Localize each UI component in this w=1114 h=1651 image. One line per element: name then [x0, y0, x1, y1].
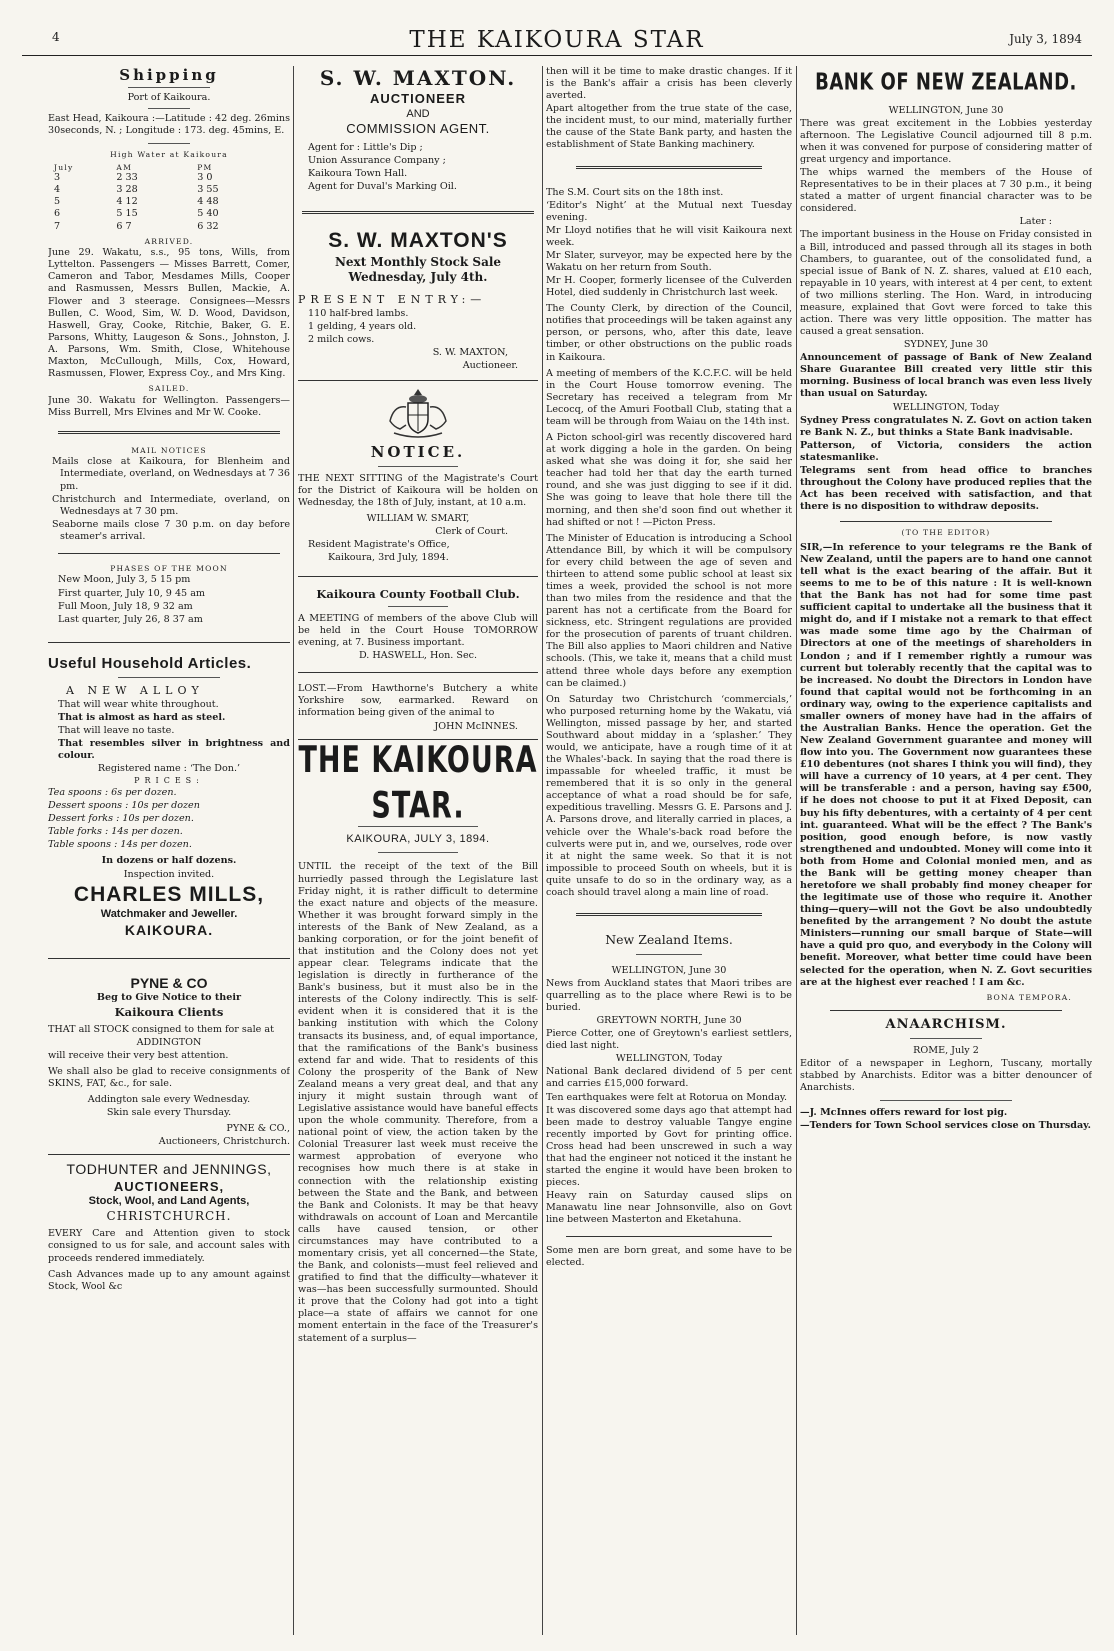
- notice-sign-3: Resident Magistrate's Office,: [308, 539, 450, 551]
- tide-row: 4 3 28 3 55: [54, 184, 219, 196]
- editorial-para-2: Apart altogether from the true state of the case, the incident must, to our mind, materially further the cause of the State Bank party, and hasten the establishment of State Banking machinery.: [546, 103, 792, 151]
- dozens-note: In dozens or half dozens.: [101, 855, 237, 867]
- royal-crest-icon: [378, 385, 458, 441]
- moon-line: New Moon, July 3, 5 15 pm: [58, 574, 191, 586]
- port-coordinates: East Head, Kaikoura :—Latitude : 42 deg. 26mins 30seconds, N. ; Longitude : 173. deg. 45mins, E.: [48, 112, 290, 137]
- anarchism-dateline: ROME, July 2: [913, 1044, 979, 1056]
- letter-body: SIR,—In reference to your telegrams re the Bank of New Zealand, until the papers are to hand one cannot tell what is the exact bearing of the affair. But it seems to me to be of this nature : It is well-known that the Bank has not had for some time past sufficient capital to undertake all the business that it might do, and if I mistake not a remark to that effect was made some time ago by the Chairman of Directors at one of the meetings of shareholders in London ; and if I remember rightly a rumour was current but tolerably recently that the capital was to be increased. No doubt the Directors in London have found that capital would not be forthcoming in an ordinary way, owing to the experience capitalists and smaller owners of money have had in the affairs of the Australian Banks. Hence the operation. Get the New Zealand Government guarantee and money will flow into you. The Government now guarantees these £10 debentures (not shares I think you will find), they will have a currency of 10 years, at 4 per cent. They will be transferable : and a person, having say £500, if he does not choose to put it at Fixed Deposit, can buy his fifty debentures, with a certainty of 4 per cent int. guaranteed. What will be the effect ? The Bank's position, good enough before, is now vastly strengthened and undoubted. Money will come into it both from Home and Colonial monied men, and as the Bank will be getting money cheaper than heretofore we shall probably find money cheaper for the legitimate use of those who require it. Another thing—query—will not the Govt be also undoubtedly benefited by the arrangement ? No doubt the astute Ministers—running our small barque of State—will have a quid pro quo, and everybody in the Colony will benefit. Moreover, what better time could have been selected for the operation, when N. Z. Govt securities are at the highest ever reached ! I am &c.: [800, 541, 1092, 988]
- todhunter-sub: AUCTIONEERS,: [113, 1179, 225, 1195]
- todhunter-heading: TODHUNTER and JENNINGS,: [66, 1161, 272, 1178]
- moon-line: First quarter, July 10, 9 45 am: [58, 587, 206, 599]
- misc-item: —Tenders for Town School services close on Thursday.: [800, 1120, 1091, 1132]
- editorial-body: UNTIL the receipt of the text of the Bill hurriedly passed through the Legislature last Friday night, it is rather difficult to determine the exact nature and objects of the measure. Whether it was brought forward simply in the interests of the Bank of New Zealand, as a banking corporation, or for the joint benefit of that institution and the Colony does not yet appear clear. Telegrams indicate that the legislation is directly in furtherance of the Bank's business, but it must also be in the interests of the Colony indirectly. This is self-evident when it is considered that it is the banking institution with which the Colony transacts its business, and, of equal importance, that the ramifications of the Bank's business extend far and wide. That to residents of this Colony the prosperity of the Bank of New Zealand means a very great deal, and that any injury it might sustain through want of Legislative assistance would have baneful effects upon the whole community. Therefore, from a national point of view, the action taken by the Colonial Treasurer last week must receive the warmest approbation of everyone who recognises how much there is at stake in connection with the relationship existing between the State and the Bank, and between the Bank and Colonists. It may be that heavy withdrawals on account of Loan and Mercantile calls have caused tension, or other circumstances may have contributed to a momentary crisis, yet all concerned—the State, the Bank, and colonists—must feel relieved and gratified to find that the difficulty—whatever it was—has been successfully surmounted. Should it prove that the Colony had got into a tight place—a state of affairs we cannot for one moment entertain in the face of the Treasurer's statement of a surplus—: [298, 861, 538, 1344]
- local-item: Mr Lloyd notifies that he will visit Kaikoura next week.: [546, 224, 792, 248]
- maxton-sale-name: S. W. MAXTON'S: [328, 229, 508, 253]
- issue-date: July 3, 1894: [1009, 32, 1082, 46]
- letter-heading: (TO THE EDITOR): [901, 528, 991, 538]
- price-line: Table forks : 14s per dozen.: [48, 826, 183, 838]
- notice-sign-4: Kaikoura, 3rd July, 1894.: [328, 552, 449, 564]
- bank-dateline: SYDNEY, June 30: [903, 339, 989, 351]
- maxton-and: AND: [406, 107, 430, 120]
- bank-item: The important business in the House on Friday consisted in a Bill, introduced and passed through all its stages in both Chambers, to guarantee, out of the consolidated fund, a special issue of Bank of N. Z. shares, valued at £10 each, repayable in 10 years, with interest at 4 per cent, to extent of two millions sterling. The Hon. Ward, in introducing measure, explained that Govt were forced to take this action. There was very little opposition. The matter has caused a great sensation.: [800, 229, 1092, 338]
- pyne-clients: Kaikoura Clients: [114, 1005, 224, 1020]
- maxton-sale-date: Wednesday, July 4th.: [348, 269, 488, 284]
- pyne-body-2: will receive their very best attention.: [48, 1049, 229, 1061]
- maxton-item: 2 milch cows.: [308, 333, 375, 345]
- pyne-heading: PYNE & CO: [130, 974, 208, 991]
- moon-line: Last quarter, July 26, 8 37 am: [58, 613, 203, 625]
- mills-town: KAIKOURA.: [124, 921, 214, 938]
- bank-item: Announcement of passage of Bank of New Zealand Share Guarantee Bill created very little stir this morning. Business of local branch was even less lively than usual on Saturday.: [800, 352, 1092, 400]
- todhunter-body: EVERY Care and Attention given to stock consigned to us for sale, and account sales with proceeds rendered immediately.: [48, 1228, 290, 1264]
- nz-item: It was discovered some days ago that attempt had been made to destroy valuable Tangye engine recently imported by Govt for printing office. Cross head had been unscrewed in such a way that had the engineer not noticed it the instant he started the engine it would have been broken to pieces.: [546, 1104, 792, 1189]
- bank-heading: BANK OF NEW ZEALAND.: [815, 68, 1077, 96]
- shipping-heading: Shipping: [119, 66, 219, 84]
- nz-item: Ten earthquakes were felt at Rotorua on Monday.: [546, 1091, 788, 1103]
- maxton-agency: Union Assurance Company ;: [308, 154, 446, 166]
- moon-line: Full Moon, July 18, 9 32 am: [58, 600, 193, 612]
- maxton-agency: Agent for : Little's Dip ;: [308, 141, 423, 153]
- moon-heading: PHASES OF THE MOON: [110, 563, 228, 573]
- maxton-agency: Agent for Duval's Marking Oil.: [308, 181, 457, 193]
- notice-body: THE NEXT SITTING of the Magistrate's Court for the District of Kaikoura will be holden on Wednesday, the 18th of July, instant, at 10 a.m.: [298, 472, 538, 509]
- newspaper-title: THE KAIKOURA STAR: [409, 27, 705, 53]
- sailed-text: June 30. Wakatu for Wellington. Passengers—Miss Burrell, Mrs Elvines and Mr W. Cooke.: [48, 394, 290, 418]
- price-line: Dessert forks : 10s per dozen.: [48, 813, 194, 825]
- bank-item: There was great excitement in the Lobbies yesterday afternoon. The Legislative Council adjourned till 8 p.m. when it was convened for purpose of considering matter of great urgency and importance.: [800, 117, 1092, 165]
- nz-items-heading: New Zealand Items.: [605, 932, 733, 947]
- registered-name: Registered name : ‘The Don.’: [97, 762, 241, 774]
- lost-sign: JOHN McINNES.: [434, 720, 518, 732]
- bank-dateline: WELLINGTON, June 30: [888, 104, 1004, 116]
- tide-heading: High Water at Kaikoura: [110, 150, 228, 160]
- maxton-item: 110 half-bred lambs.: [308, 307, 409, 319]
- misc-item: —J. McInnes offers reward for lost pig.: [800, 1106, 1008, 1118]
- nz-item: Heavy rain on Saturday caused slips on Manawatu line near Johnsonville, also on Govt line between Masterton and Eketahuna.: [546, 1190, 792, 1226]
- maxton-sale-sub: Next Monthly Stock Sale: [334, 254, 502, 269]
- column-2: [298, 66, 538, 1641]
- pyne-body-3: We shall also be glad to receive consignments of SKINS, FAT, &c., for sale.: [48, 1065, 290, 1090]
- editorial-dateline: KAIKOURA, JULY 3, 1894.: [346, 832, 490, 845]
- pyne-sale-1: Addington sale every Wednesday.: [87, 1094, 251, 1106]
- local-item: The S.M. Court sits on the 18th inst.: [546, 186, 724, 198]
- price-line: Dessert spoons : 10s per dozen: [48, 800, 200, 812]
- todhunter-place: CHRISTCHURCH.: [106, 1209, 232, 1224]
- columns: [48, 66, 1092, 1641]
- tide-row: 3 2 33 3 0: [54, 172, 213, 184]
- maxton-sale-sign-2: Auctioneer.: [462, 359, 518, 371]
- price-line: Tea spoons : 6s per dozen.: [48, 787, 177, 799]
- maxton-agency: Kaikoura Town Hall.: [308, 167, 408, 179]
- price-line: Table spoons : 14s per dozen.: [48, 839, 192, 851]
- page-number: 4: [52, 30, 60, 44]
- nz-item: Pierce Cotter, one of Greytown's earliest settlers, died last night.: [546, 1028, 792, 1052]
- maxton-sale-sign: S. W. MAXTON,: [432, 346, 508, 358]
- alloy-feature: That is almost as hard as steel.: [58, 711, 226, 723]
- local-item: The Minister of Education is introducing a School Attendance Bill, by which it will be compulsory for every child between the age of seven and thirteen to attend some public school at least six times a week, provided the school is not more than two miles from the residence and that the parent has not a certificate from the Board for sickness, etc. Stringent regulations are provided for the prosecution of parents of truant children. The Bill also applies to Maori children and Native schools. (This, we take it, means that a child must attend three whole days before any exemption can be claimed.): [546, 532, 792, 689]
- letter-signature: BONA TEMPORA.: [986, 992, 1072, 1002]
- editorial-continued: then will it be time to make drastic changes. If it is the Bank's affair a crisis has been cleverly averted.: [546, 66, 792, 102]
- local-item: On Saturday two Christchurch ‘commercials,’ who purposed returning home by the Wakatu, viá Wellington, missed passage by her, and started Southward about midday in a ‘splasher.’ They would, we anticipate, have a rough time of it at the Whales'-back. In saying that the road there is impassable for wheeled traffic, it must be remembered that it is so only in the general acceptance of what a road should be for safe, expeditious travelling. Messrs G. E. Parsons and J. A. Parsons drove, and literally carried in places, a vehicle over the Whale's-back road before the culverts were put in, and we, ourselves, rode over it at night the same week. So that it is not impossible to proceed South on wheels, but it is quite unsafe to do so in the ordinary way, as a coach should travel along a main line of road.: [546, 693, 792, 898]
- maxton-item: 1 gelding, 4 years old.: [308, 320, 417, 332]
- nz-item: National Bank declared dividend of 5 per cent and carries £15,000 forward.: [546, 1066, 792, 1090]
- column-4: [800, 66, 1092, 1641]
- todhunter-body-2: Cash Advances made up to any amount against Stock, Wool &c: [48, 1268, 290, 1292]
- anarchism-body: Editor of a newspaper in Leghorn, Tuscany, mortally stabbed by Anarchists. Editor was a bitter denouncer of Anarchists.: [800, 1057, 1092, 1093]
- closing-quip: Some men are born great, and some have to be elected.: [546, 1245, 792, 1269]
- notice-heading: NOTICE.: [370, 443, 466, 462]
- football-sign: D. HASWELL, Hon. Sec.: [358, 650, 478, 662]
- nz-dateline: GREYTOWN NORTH, June 30: [596, 1015, 742, 1027]
- mail-line: Christchurch and Intermediate, overland, on Wednesdays at 7 30 pm.: [52, 493, 290, 517]
- tide-row: 6 5 15 5 40: [54, 208, 219, 220]
- bank-later: Later :: [1019, 216, 1052, 228]
- todhunter-sub-2: Stock, Wool, and Land Agents,: [88, 1195, 250, 1208]
- arrived-heading: ARRIVED.: [144, 236, 194, 246]
- football-body: A MEETING of members of the above Club will be held in the Court House TOMORROW evening, at 7. Business important.: [298, 612, 538, 649]
- local-item: The County Clerk, by direction of the Council, notifies that proceedings will be taken against any person, or persons, who, after this date, leave timber, or other obstructions on the public roads in Kaikoura.: [546, 303, 792, 363]
- tide-header-row: July AM PM: [54, 162, 213, 172]
- local-item: Mr H. Cooper, formerly licensee of the Culverden Hotel, died suddenly in Christchurch last week.: [546, 275, 792, 299]
- notice-sign: WILLIAM W. SMART,: [366, 513, 470, 525]
- bank-item: Telegrams sent from head office to branches throughout the Colony have produced replies that the Act has been received with satisfaction, and that there is no disposition to withdraw deposits.: [800, 464, 1092, 513]
- arrived-text: June 29. Wakatu, s.s., 95 tons, Wills, from Lyttelton. Passengers — Misses Barrett, Comer, Cameron and Tabor, Mesdames Mills, Cooper and Rasmussen, Messrs Bullen, Mackie, A. Flower and 3 steerage. Consignees—Messrs Bullen, C. Wood, Sim, W. D. Wood, Davidson, Haswell, Gray, Cooke, Ritchie, Baker, G. E. Parsons, Whitty, Laugeson & Sons., Johnston, J. A. Parsons, Wm. Smith, Close, Whitehouse Maxton, McCullough, Mills, Cox, Howard, Rasmussen, Flower, Express Coy., and Mrs King.: [48, 247, 290, 379]
- nz-item: News from Auckland states that Maori tribes are quarrelling as to the place where Rewi is to be buried.: [546, 977, 792, 1013]
- alloy-feature: That will leave no taste.: [58, 724, 175, 736]
- maxton-role-2: COMMISSION AGENT.: [346, 121, 490, 137]
- pyne-sale-2: Skin sale every Thursday.: [106, 1107, 232, 1119]
- maxton-name: S. W. MAXTON.: [319, 66, 517, 90]
- anarchism-heading: ANAARCHISM.: [885, 1017, 1007, 1033]
- alloy-feature: That will wear white throughout.: [58, 698, 219, 710]
- sailed-heading: SAILED.: [148, 384, 190, 394]
- pyne-body: THAT all STOCK consigned to them for sale at: [48, 1023, 274, 1035]
- star-masthead: THE KAIKOURA STAR.: [298, 739, 538, 827]
- alloy-feature: That resembles silver in brightness and colour.: [58, 737, 290, 761]
- bank-dateline: WELLINGTON, Today: [892, 401, 1000, 413]
- household-heading: Useful Household Articles.: [48, 654, 252, 672]
- prices-heading: PRICES:: [134, 775, 204, 785]
- mills-trade: Watchmaker and Jeweller.: [100, 908, 238, 921]
- football-heading: Kaikoura County Football Club.: [316, 587, 520, 602]
- tide-row: 5 4 12 4 48: [54, 196, 219, 208]
- nz-dateline: WELLINGTON, June 30: [611, 964, 727, 976]
- maxton-role: AUCTIONEER: [370, 91, 466, 107]
- local-item: ‘Editor's Night’ at the Mutual next Tuesday evening.: [546, 199, 792, 223]
- mail-heading: MAIL NOTICES: [131, 445, 207, 455]
- column-3: [546, 66, 792, 1641]
- pyne-sign: PYNE & CO.,: [226, 1123, 290, 1135]
- pyne-sub: Beg to Give Notice to their: [96, 992, 242, 1004]
- notice-sign-2: Clerk of Court.: [435, 526, 508, 538]
- alloy-heading: A NEW ALLOY: [66, 683, 204, 697]
- nz-dateline: WELLINGTON, Today: [615, 1053, 723, 1065]
- maxton-entry: PRESENT ENTRY:—: [298, 292, 487, 306]
- page-masthead: [22, 26, 1092, 56]
- tide-row: 7 6 7 6 32: [54, 220, 219, 232]
- bank-item: Sydney Press congratulates N. Z. Govt on action taken re Bank N. Z., but thinks a State Bank inadvisable.: [800, 414, 1092, 438]
- mills-name: CHARLES MILLS,: [73, 882, 265, 906]
- tide-table: [52, 163, 252, 233]
- local-item: A meeting of members of the K.C.F.C. will be held in the Court House tomorrow evening. The Secretary has received a telegram from Mr Lecocq, of the Amuri Football Club, stating that a team will be through from Waiau on the 14th inst.: [546, 367, 792, 427]
- lost-notice: LOST.—From Hawthorne's Butchery a white Yorkshire sow, earmarked. Reward on information being given of the animal to: [298, 683, 538, 719]
- pyne-sign-2: Auctioneers, Christchurch.: [158, 1136, 290, 1148]
- mail-line: Mails close at Kaikoura, for Blenheim and Intermediate, overland, on Wednesdays at 7 36 pm.: [52, 456, 290, 492]
- mail-line: Seaborne mails close 7 30 p.m. on day before steamer's arrival.: [52, 518, 290, 542]
- local-item: Mr Slater, surveyor, may be expected here by the Wakatu on her return from South.: [546, 249, 792, 274]
- pyne-place: ADDINGTON: [136, 1036, 202, 1048]
- column-1: [48, 66, 290, 1641]
- inspection-note: Inspection invited.: [123, 868, 215, 880]
- bank-item: The whips warned the members of the House of Representatives to be in their places at 7 30 p.m., it being stated a matter of urgent financial character was to be considered.: [800, 167, 1092, 215]
- bank-item: Patterson, of Victoria, considers the action statesmanlike.: [800, 439, 1092, 463]
- local-item: A Picton school-girl was recently discovered hard at work digging a hole in the garden. On being asked what she was doing it for, she said her teacher had told her that day the earth turned round, and she was just digging to see if it did. She was going to leave that hole there till the morning, and then she'd soon find out whether it had shifted or not ! —Picton Press.: [546, 432, 792, 528]
- port-heading: Port of Kaikoura.: [127, 91, 211, 103]
